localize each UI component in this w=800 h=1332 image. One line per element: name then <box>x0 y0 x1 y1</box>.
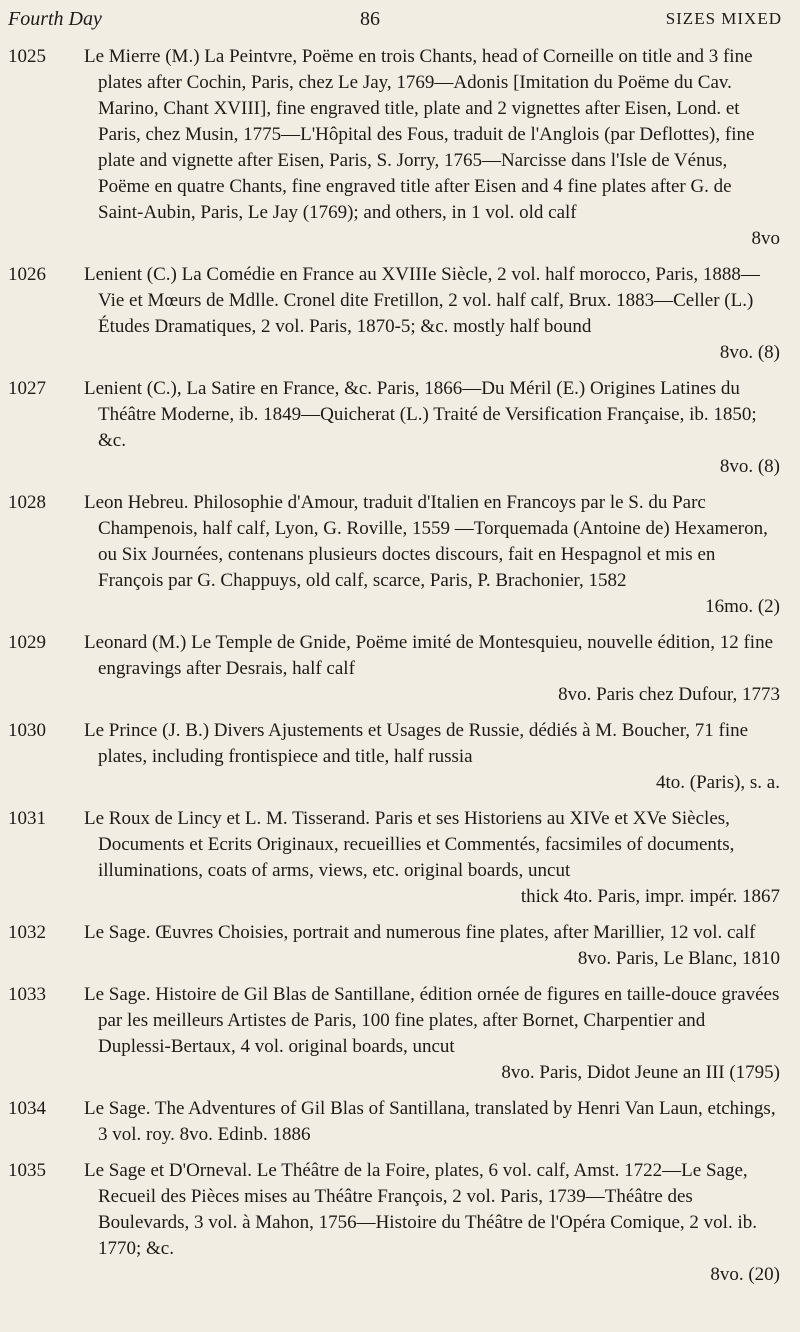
header-page-number: 86 <box>360 8 380 30</box>
lot-description: Le Sage et D'Orneval. Le Théâtre de la Foire, plates, 6 vol. calf, Amst. 1722—Le Sage, Recueil des Pièces mises au Théâtre François, 2 vol. Paris, 1739—Théâtre des Boulevards, 3 vol. à Mahon, 1756—Histoire du Théâtre de l'Opéra Comique, 2 vol. ib. 1770; &c. 8vo. (20) <box>84 1158 780 1288</box>
lot-entry <box>0 1158 800 1288</box>
lot-entry <box>0 920 800 972</box>
lot-number: 1030 <box>8 720 46 741</box>
lot-format: 4to. (Paris), s. a. <box>655 772 780 793</box>
lot-entry <box>0 718 800 796</box>
lot-format: 8vo. (8) <box>719 342 780 363</box>
lot-number: 1034 <box>8 1098 46 1119</box>
header-section: SIZES MIXED <box>665 9 782 28</box>
lot-entry <box>0 376 800 480</box>
lot-format: 8vo. Paris, Le Blanc, 1810 <box>577 948 780 969</box>
lot-description: Lenient (C.), La Satire en France, &c. Paris, 1866—Du Méril (E.) Origines Latines du Théâtre Moderne, ib. 1849—Quicherat (L.) Traité de Versification Française, ib. 1850; &c. 8vo. (8) <box>84 376 780 480</box>
lot-number: 1029 <box>8 632 46 653</box>
lot-format: 8vo. (20) <box>710 1264 780 1285</box>
catalogue-entries <box>0 44 800 1298</box>
lot-number: 1033 <box>8 984 46 1005</box>
lot-format: 16mo. (2) <box>705 596 780 617</box>
lot-description: Le Prince (J. B.) Divers Ajustements et Usages de Russie, dédiés à M. Boucher, 71 fine plates, including frontispiece and title, half russia 4to. (Paris), s. a. <box>84 718 780 796</box>
lot-description: Le Sage. Œuvres Choisies, portrait and numerous fine plates, after Marillier, 12 vol. calf 8vo. Paris, Le Blanc, 1810 <box>84 920 780 972</box>
lot-entry <box>0 44 800 252</box>
lot-entry <box>0 1096 800 1148</box>
lot-entry <box>0 982 800 1086</box>
lot-format: thick 4to. Paris, impr. impér. 1867 <box>520 886 780 907</box>
lot-format: 8vo. Paris chez Dufour, 1773 <box>558 684 780 705</box>
lot-number: 1031 <box>8 808 46 829</box>
lot-number: 1025 <box>8 46 46 67</box>
lot-entry <box>0 806 800 910</box>
lot-number: 1027 <box>8 378 46 399</box>
lot-format: 8vo <box>751 228 780 249</box>
lot-number: 1032 <box>8 922 46 943</box>
lot-format: 8vo. (8) <box>719 456 780 477</box>
lot-format: 8vo. Paris, Didot Jeune an III (1795) <box>501 1062 780 1083</box>
lot-number: 1035 <box>8 1160 46 1181</box>
page-header <box>0 0 800 40</box>
lot-entry <box>0 262 800 366</box>
lot-description: Leon Hebreu. Philosophie d'Amour, traduit d'Italien en Francoys par le S. du Parc Champenois, half calf, Lyon, G. Roville, 1559 —Torquemada (Antoine de) Hexameron, ou Six Journées, contenans plusieurs doctes discours, fait en Hespagnol et mis en François par G. Chappuys, old calf, scarce, Paris, P. Brachonier, 1582 16mo. (2) <box>84 490 780 620</box>
lot-description: Lenient (C.) La Comédie en France au XVIIIe Siècle, 2 vol. half morocco, Paris, 1888—Vie et Mœurs de Mdlle. Cronel dite Fretillon, 2 vol. half calf, Brux. 1883—Celler (L.) Études Dramatiques, 2 vol. Paris, 1870-5; &c. mostly half bound 8vo. (8) <box>84 262 780 366</box>
header-day: Fourth Day <box>8 8 102 30</box>
lot-entry <box>0 630 800 708</box>
lot-number: 1026 <box>8 264 46 285</box>
lot-entry <box>0 490 800 620</box>
lot-description: Le Sage. Histoire de Gil Blas de Santillane, édition ornée de figures en taille-douce gravées par les meilleurs Artistes de Paris, 100 fine plates, after Bornet, Charpentier and Duplessi-Bertaux, 4 vol. original boards, uncut 8vo. Paris, Didot Jeune an III (1795) <box>84 982 780 1086</box>
lot-description: Le Mierre (M.) La Peintvre, Poëme en trois Chants, head of Corneille on title and 3 fine plates after Cochin, Paris, chez Le Jay, 1769—Adonis [Imitation du Poëme du Cav. Marino, Chant XVIII], fine engraved title, plate and 2 vignettes after Eisen, Lond. et Paris, chez Musin, 1775—L'Hôpital des Fous, traduit de l'Anglois (par Deflottes), fine plate and vignette after Eisen, Paris, S. Jorry, 1765—Narcisse dans l'Isle de Vénus, Poëme en quatre Chants, fine engraved title after Eisen and 4 fine plates after G. de Saint-Aubin, Paris, Le Jay (1769); and others, in 1 vol. old calf 8vo <box>84 44 780 252</box>
lot-description: Le Roux de Lincy et L. M. Tisserand. Paris et ses Historiens au XIVe et XVe Siècles, Documents et Ecrits Originaux, recueillies et Commentés, facsimiles of documents, illuminations, coats of arms, views, etc. original boards, uncut thick 4to. Paris, impr. impér. 1867 <box>84 806 780 910</box>
lot-description: Le Sage. The Adventures of Gil Blas of Santillana, translated by Henri Van Laun, etchings, 3 vol. roy. 8vo. Edinb. 1886 <box>84 1098 776 1145</box>
lot-number: 1028 <box>8 492 46 513</box>
lot-description: Leonard (M.) Le Temple de Gnide, Poëme imité de Montesquieu, nouvelle édition, 12 fine engravings after Desrais, half calf 8vo. Paris chez Dufour, 1773 <box>84 630 780 708</box>
